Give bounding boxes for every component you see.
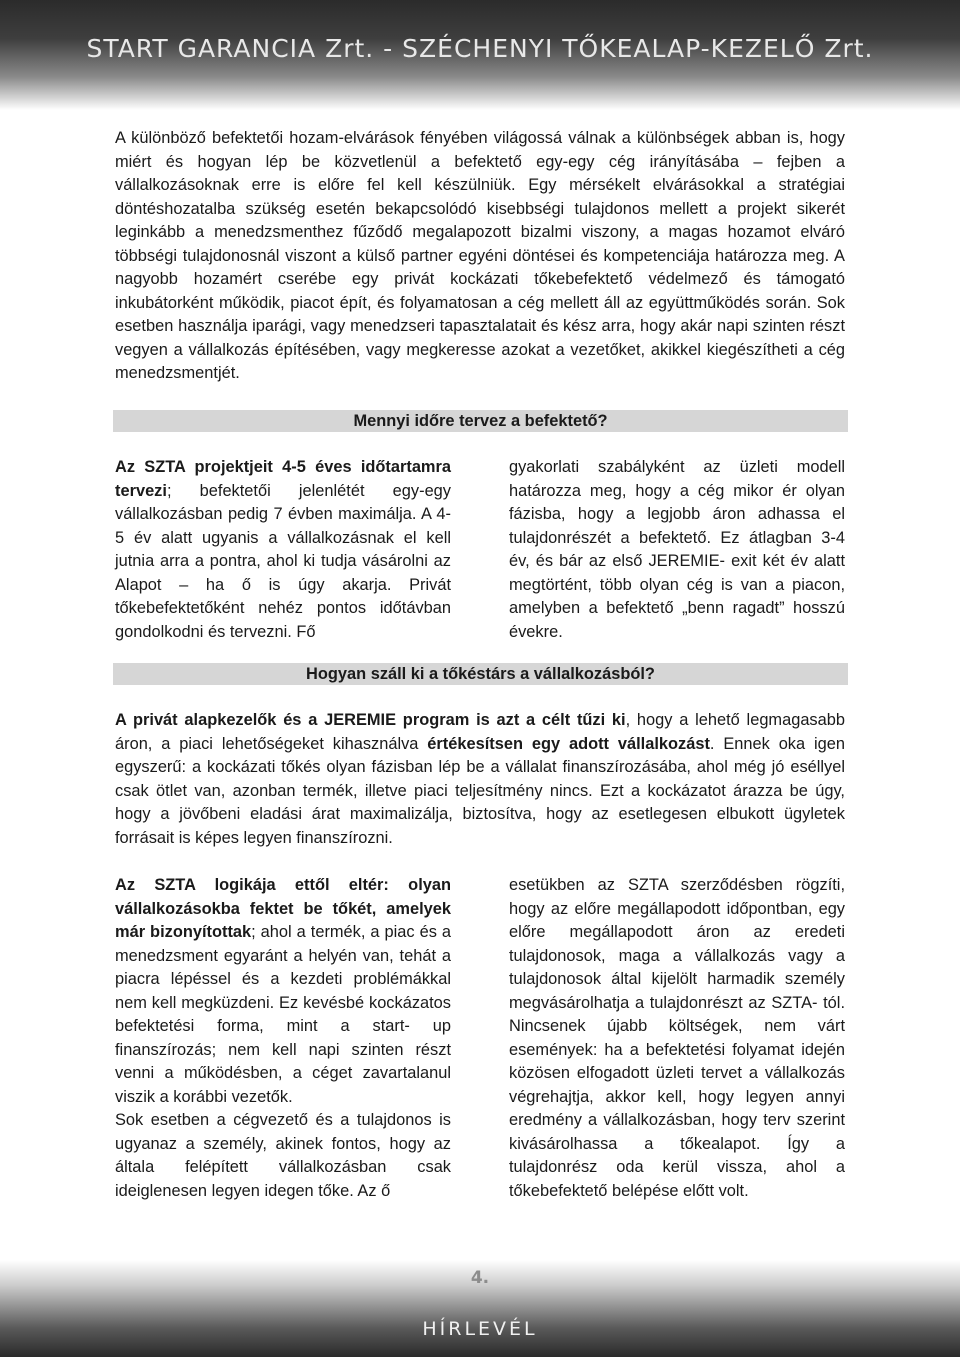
intro-paragraph: A különböző befektetői hozam-elvárások fényében világossá válnak a különbségek abban is, hogy miért és hogyan lép be közvetlenül a befektető egy-egy cég irányításába – fejben a vállalkozásoknak erre is előre fel kell készülniük. Egy mérsékelt elvárásokkal a stratégiai döntéshozatalba szükség esetén bekapcsolódó kisebbségi tulajdonos mellett a projekt sikerét leginkább a menedzsmenthez fűződő megalapozott bizalmi viszony, a magas hozamot elváró többségi tulajdonosnál viszont a külső partner egyéni döntései és kompetenciája határozza meg. A nagyobb hozamért cserébe egy privát kockázati tőkebefektető védelmező és támogató inkubátorként működik, piacot épít, és folyamatosan a cég mellett áll az együttműködés során. Sok esetben használja iparági, vagy menedzseri tapasztalatait és kész arra, hogy akár napi szinten részt vegyen a vállalkozás építésében, vagy megkeresse azokat a vezetőket, akikkel kiegészítheti a cég menedzsmentjét. — [115, 129, 845, 382]
duration-left-column — [115, 456, 451, 644]
exit-left-text-2: Sok esetben a cégvezető és a tulajdonos is ugyanaz a személy, akinek fontos, hogy az általa felépített vállalkozásban csak ideiglenesen legyen idegen tőke. Az ő — [115, 1111, 451, 1200]
exit-left-column — [115, 874, 451, 1203]
exit-text-rest: . Ennek oka igen egyszerű: a kockázati tőkés olyan fázisban lép be a vállalat finanszírozásába, ahol még jó eséllyel csak ötlet van, azonban termék, illetve piaci teljesítmény nincs. Ezt a kockázatot árazza be úgy, hogy a jövőbeni eladási árat maximalizálja, biztosítva, hogy az esetlegesen elbukott ügyletek forrásait is képes legyen finanszírozni. — [115, 734, 845, 847]
header-title: START GARANCIA Zrt. - SZÉCHENYI TŐKEALAP-KEZELŐ Zrt. — [86, 34, 874, 63]
duration-left-bold: Az SZTA projektjeit 4-5 éves időtartamra tervezi — [115, 458, 451, 500]
section-heading-exit: Hogyan száll ki a tőkéstárs a vállalkozásból? — [113, 663, 848, 685]
exit-left-text: ; ahol a termék, a piac és a menedzsment egyaránt a helyén van, tehát a piacra lépéssel és a kezdeti problémákkal nem kell megküzdeni. Ez kevésbé kockázatos befektetési forma, mint a start- up finanszírozás; nem kell napi szinten részt venni a működésben, a céget zavartalanul viszik a korábbi vezetők. — [115, 923, 451, 1106]
section-heading-duration: Mennyi időre tervez a befektető? — [113, 410, 848, 432]
exit-paragraph — [115, 709, 845, 850]
duration-right-column: gyakorlati szabályként az üzleti modell határozza meg, hogy a cég mikor ér olyan fázisba, hogy a legjobb áron adhassa el tulajdonrészét a befektető. Ez átlagban 3-4 év, és bár az első JEREMIE- exit két év alatt megtörtént, több olyan cég is van a piacon, amelyben a befektető „benn ragadt” hosszú évekre. — [509, 458, 845, 641]
exit-right-column: esetükben az SZTA szerződésben rögzíti, hogy az előre megállapodott időpontban, egy előre megállapodott áron az eredeti tulajdonosok, maga a vállalkozás vagy a tulajdonosok által kijelölt harmadik személy megvásárolhatja a tulajdonrészt az SZTA- tól. Nincsenek újabb költségek, nem várt események: ha a befektetési folyamat idején közösen elfogadott üzleti tervet a vállalkozás végrehajtja, akkor kell, hogy legyen annyi eredmény a vállalkozásban, hogy terv szerint kivásárolhassa a tőkealapot. Így a tulajdonrész oda kerül vissza, ahol a tőkebefektető belépése előtt volt. — [509, 876, 845, 1200]
exit-text-mid: , hogy a lehető legmagasabb áron, a piaci lehetőségeket kihasználva — [115, 711, 845, 753]
footer-brand: HÍRLEVÉL — [422, 1318, 538, 1340]
page-header — [0, 0, 960, 110]
exit-bold-2: értékesítsen egy adott vállalkozást — [427, 734, 710, 753]
duration-left-text: ; befektetői jelenlétét egy-egy vállalkozásban pedig 7 évben maximálja. A 4-5 év alatt ugyanis a vállalkozásnak el kell jutnia arra a pontra, ahol ki tudja vásárolni az Alapot – ha ő is úgy akarja. Privát tőkebefektetőként nehéz pontos időtávban gondolkodni és tervezni. Fő — [115, 481, 451, 641]
page-number: 4. — [470, 1268, 490, 1288]
exit-left-bold: Az SZTA logikája ettől eltér: olyan vállalkozásokba fektet be tőkét, amelyek már bizonyítottak — [115, 876, 451, 941]
exit-bold-1: A privát alapkezelők és a JEREMIE program is azt a célt tűzi ki — [115, 711, 626, 729]
